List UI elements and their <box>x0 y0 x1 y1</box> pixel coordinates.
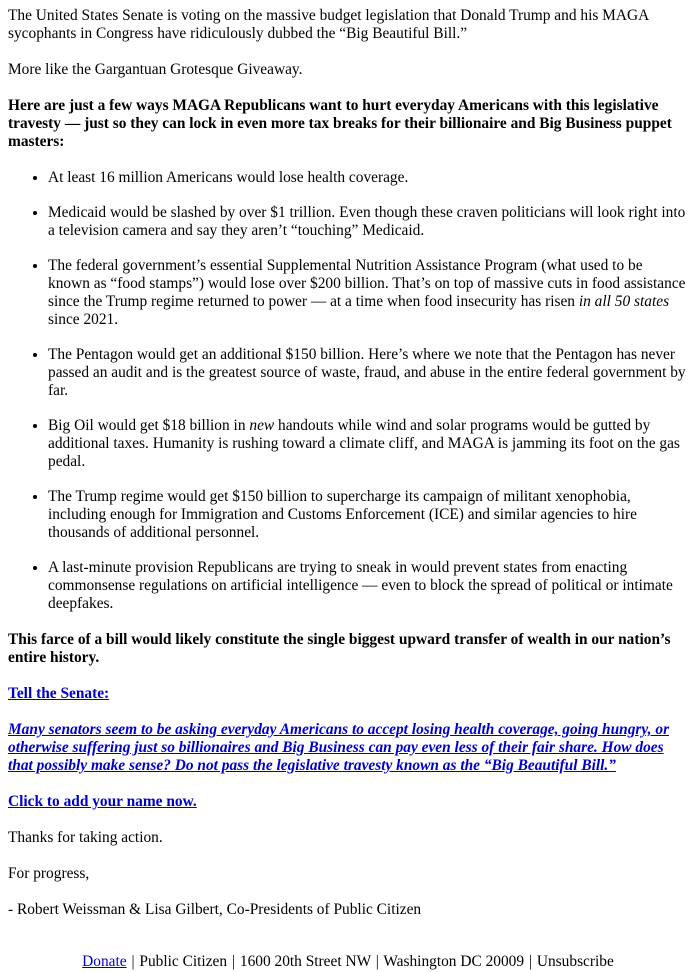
list-item-medicaid: • Medicaid would be slashed by over $1 trillion. Even though these craven politicians will look right into a television camera and say they aren’t “touching” Medicaid. <box>48 204 688 240</box>
thanks-line: Thanks for taking action. <box>8 829 163 846</box>
list-item-ai-provision: • A last-minute provision Republicans are trying to sneak in would prevent states from enacting commonsense regulations on artificial intelligence — even to block the spread of political or intimate deepfakes. <box>48 559 688 613</box>
footer-separator: | <box>375 953 379 970</box>
big-oil-text: Big Oil would get $18 billion in <box>48 417 250 434</box>
list-item-pentagon: • The Pentagon would get an additional $150 billion. Here’s where we note that the Pentagon has never passed an audit and is the greatest source of waste, fraud, and abuse in the entire federal government by far. <box>48 346 688 400</box>
list-item-snap <box>48 257 688 329</box>
list-item-ice: • The Trump regime would get $150 billion to supercharge its campaign of militant xenophobia, including enough for Immigration and Customs Enforcement (ICE) and similar agencies to hire thousands of additional personnel. <box>48 488 688 542</box>
sign-off: For progress, <box>8 865 90 882</box>
list-item-big-oil <box>48 417 688 471</box>
footer-org: Public Citizen <box>139 953 228 970</box>
tell-the-senate-link[interactable]: Tell the Senate: <box>8 685 110 702</box>
footer-separator: | <box>131 953 135 970</box>
footer-separator: | <box>231 953 236 970</box>
cta-button-paragraph <box>8 793 688 811</box>
petition-text: Many senators seem to be asking everyday Americans to accept losing health coverage, going hungry, or otherwise suffering just so billionaires and Big Business can pay even less of their fair share. How does that possibly make sense? Do not pass the legislative travesty known as the “Big Beautiful Bill.” <box>8 721 670 774</box>
impact-list <box>8 169 688 613</box>
tagline: More like the Gargantuan Grotesque Giveaway. <box>8 61 303 78</box>
footer-city: Washington DC 20009 <box>383 953 525 970</box>
petition-paragraph <box>8 721 688 775</box>
footer-separator: | <box>528 953 533 970</box>
footer-address: 1600 20th Street NW <box>239 953 371 970</box>
big-oil-text-end: handouts while wind and solar programs would be gutted by additional taxes. Humanity is rushing toward a climate cliff, and MAGA is jamming its foot on the gas pedal. <box>48 417 680 470</box>
signature: - Robert Weissman & Lisa Gilbert, Co-Presidents of Public Citizen <box>8 901 422 918</box>
snap-emphasis: in all 50 states <box>578 293 670 310</box>
petition-text-link[interactable] <box>8 721 669 774</box>
lead-paragraph: Here are just a few ways MAGA Republicans want to hurt everyday Americans with this legislative travesty — just so they can lock in even more tax breaks for their billionaire and Big Business puppet masters: <box>8 97 672 150</box>
big-oil-emphasis: new <box>249 417 275 434</box>
cta-heading <box>8 685 688 703</box>
snap-text-end: since 2021. <box>48 311 119 328</box>
add-your-name-link[interactable]: Click to add your name now. <box>8 793 197 810</box>
donate-link[interactable]: Donate <box>82 953 127 970</box>
list-item-health-coverage: • At least 16 million Americans would lose health coverage. <box>48 169 688 187</box>
footer <box>8 953 688 971</box>
snap-text: The federal government’s essential Supplemental Nutrition Assistance Program (what used to be known as “food stamps”) would lose over $200 billion. That’s on top of massive cuts in food assistance since the Trump regime returned to power — at a time when food insecurity has risen <box>48 257 686 310</box>
unsubscribe-link[interactable]: Unsubscribe <box>536 953 614 970</box>
intro-paragraph: The United States Senate is voting on the massive budget legislation that Donald Trump and his MAGA sycophants in Congress have ridiculously dubbed the “Big Beautiful Bill.” <box>8 7 649 42</box>
conclusion-paragraph: This farce of a bill would likely constitute the single biggest upward transfer of wealth in our nation’s entire history. <box>8 631 671 666</box>
